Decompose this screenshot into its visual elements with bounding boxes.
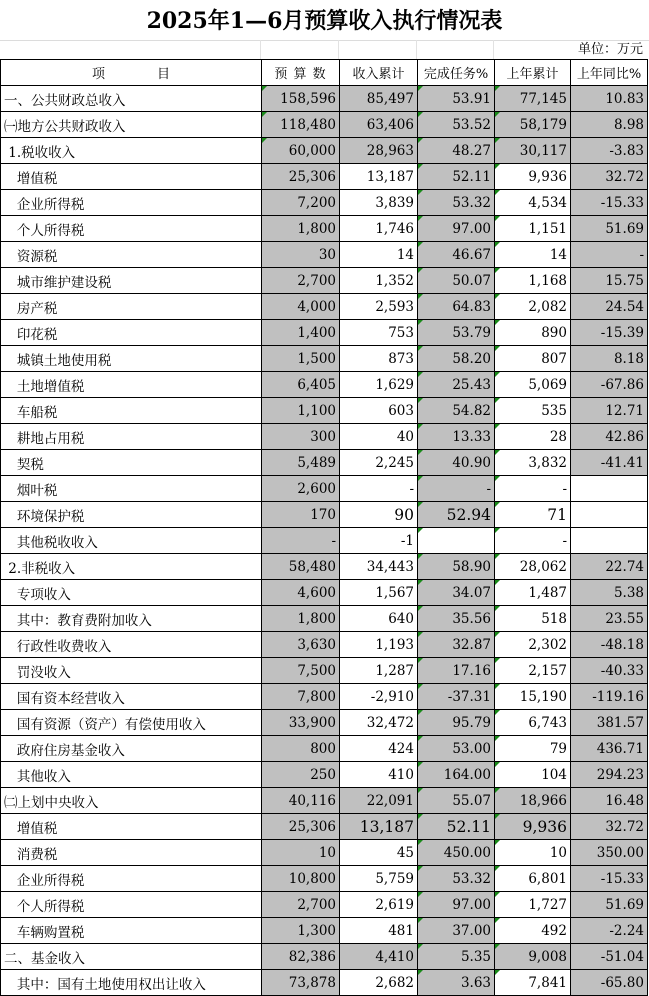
cell-budget: 58,480 <box>262 554 340 580</box>
row-item-name: 罚没收入 <box>1 658 262 684</box>
cell-pct: 46.67 <box>418 242 495 268</box>
cell-prev: 15,190 <box>495 684 571 710</box>
table-row <box>1 632 648 658</box>
cell-pct: 55.07 <box>418 788 495 814</box>
cell-yoy: 22.74 <box>571 554 648 580</box>
cell-pct: 450.00 <box>418 840 495 866</box>
cell-prev: - <box>495 476 571 502</box>
cell-yoy: 381.57 <box>571 710 648 736</box>
cell-pct: 52.11 <box>418 164 495 190</box>
cell-cum: 40 <box>340 424 418 450</box>
cell-pct: - <box>418 476 495 502</box>
cell-cum: 1,193 <box>340 632 418 658</box>
row-item-name: 城镇土地使用税 <box>1 346 262 372</box>
cell-prev: 77,145 <box>495 86 571 112</box>
cell-cum: 640 <box>340 606 418 632</box>
cell-pct: 34.07 <box>418 580 495 606</box>
cell-cum: 481 <box>340 918 418 944</box>
cell-yoy <box>571 476 648 502</box>
row-item-name: 其他税收收入 <box>1 528 262 554</box>
cell-pct: 95.79 <box>418 710 495 736</box>
cell-cum: 2,682 <box>340 970 418 996</box>
cell-prev: 1,727 <box>495 892 571 918</box>
cell-prev: 79 <box>495 736 571 762</box>
cell-budget: 25,306 <box>262 164 340 190</box>
cell-cum: 2,593 <box>340 294 418 320</box>
cell-cum: 34,443 <box>340 554 418 580</box>
cell-pct: 13.33 <box>418 424 495 450</box>
budget-table <box>0 59 648 996</box>
cell-prev: 30,117 <box>495 138 571 164</box>
table-row <box>1 710 648 736</box>
cell-pct: 5.35 <box>418 944 495 970</box>
table-row <box>1 190 648 216</box>
header-item: 项 目 <box>1 60 262 86</box>
cell-prev: 1,487 <box>495 580 571 606</box>
cell-pct: 52.11 <box>418 814 495 840</box>
row-item-name: 行政性收费收入 <box>1 632 262 658</box>
cell-yoy: 12.71 <box>571 398 648 424</box>
row-item-name: 资源税 <box>1 242 262 268</box>
cell-pct: 58.90 <box>418 554 495 580</box>
cell-prev: 71 <box>495 502 571 528</box>
cell-yoy: -51.04 <box>571 944 648 970</box>
cell-budget: 170 <box>262 502 340 528</box>
cell-pct: 97.00 <box>418 216 495 242</box>
table-row <box>1 814 648 840</box>
cell-budget: 33,900 <box>262 710 340 736</box>
cell-cum: 4,410 <box>340 944 418 970</box>
cell-yoy: 42.86 <box>571 424 648 450</box>
table-row <box>1 346 648 372</box>
cell-cum: -1 <box>340 528 418 554</box>
cell-cum: 22,091 <box>340 788 418 814</box>
table-row <box>1 788 648 814</box>
cell-prev: 6,801 <box>495 866 571 892</box>
cell-pct: 97.00 <box>418 892 495 918</box>
row-item-name: ㈠地方公共财政收入 <box>1 112 262 138</box>
cell-prev: 890 <box>495 320 571 346</box>
table-row <box>1 268 648 294</box>
cell-yoy: 16.48 <box>571 788 648 814</box>
row-item-name: 二、基金收入 <box>1 944 262 970</box>
table-row <box>1 112 648 138</box>
cell-cum: 13,187 <box>340 164 418 190</box>
cell-prev: 518 <box>495 606 571 632</box>
cell-yoy: 51.69 <box>571 892 648 918</box>
cell-cum: 14 <box>340 242 418 268</box>
cell-pct: 53.52 <box>418 112 495 138</box>
cell-cum: 410 <box>340 762 418 788</box>
table-row <box>1 398 648 424</box>
table-row <box>1 372 648 398</box>
cell-cum: 1,746 <box>340 216 418 242</box>
table-row <box>1 476 648 502</box>
cell-cum: 873 <box>340 346 418 372</box>
row-item-name: 印花税 <box>1 320 262 346</box>
row-item-name: 增值税 <box>1 164 262 190</box>
cell-pct: 50.07 <box>418 268 495 294</box>
table-row <box>1 658 648 684</box>
row-item-name: 国有资源（资产）有偿使用收入 <box>1 710 262 736</box>
cell-budget: 25,306 <box>262 814 340 840</box>
cell-budget: 60,000 <box>262 138 340 164</box>
cell-pct: 53.00 <box>418 736 495 762</box>
cell-yoy: 436.71 <box>571 736 648 762</box>
cell-cum: 45 <box>340 840 418 866</box>
table-row <box>1 892 648 918</box>
cell-budget: 7,200 <box>262 190 340 216</box>
cell-prev: 3,832 <box>495 450 571 476</box>
cell-budget: 4,000 <box>262 294 340 320</box>
cell-yoy: - <box>571 242 648 268</box>
cell-yoy: 24.54 <box>571 294 648 320</box>
table-row <box>1 86 648 112</box>
cell-prev: 28,062 <box>495 554 571 580</box>
table-row <box>1 762 648 788</box>
cell-cum: 753 <box>340 320 418 346</box>
cell-pct: 35.56 <box>418 606 495 632</box>
cell-prev: 535 <box>495 398 571 424</box>
cell-prev: 104 <box>495 762 571 788</box>
cell-budget: 1,300 <box>262 918 340 944</box>
table-row <box>1 554 648 580</box>
table-row <box>1 528 648 554</box>
cell-budget: 1,400 <box>262 320 340 346</box>
row-item-name: 专项收入 <box>1 580 262 606</box>
cell-prev: 9,936 <box>495 164 571 190</box>
cell-budget: 1,800 <box>262 216 340 242</box>
cell-pct: -37.31 <box>418 684 495 710</box>
row-item-name: 消费税 <box>1 840 262 866</box>
cell-prev: 58,179 <box>495 112 571 138</box>
row-item-name: 1.税收收入 <box>1 138 262 164</box>
cell-yoy: -2.24 <box>571 918 648 944</box>
cell-yoy: 8.98 <box>571 112 648 138</box>
table-row <box>1 320 648 346</box>
cell-pct: 54.82 <box>418 398 495 424</box>
row-item-name: 其中：国有土地使用权出让收入 <box>1 970 262 996</box>
cell-prev: 492 <box>495 918 571 944</box>
cell-cum: 13,187 <box>340 814 418 840</box>
cell-cum: 424 <box>340 736 418 762</box>
row-item-name: 个人所得税 <box>1 216 262 242</box>
cell-pct: 53.32 <box>418 190 495 216</box>
cell-yoy: -15.33 <box>571 190 648 216</box>
cell-yoy: 32.72 <box>571 164 648 190</box>
table-row <box>1 840 648 866</box>
cell-pct: 25.43 <box>418 372 495 398</box>
table-row <box>1 944 648 970</box>
header-budget: 预 算 数 <box>262 60 340 86</box>
cell-prev: 807 <box>495 346 571 372</box>
cell-cum: 85,497 <box>340 86 418 112</box>
header-prev-year: 上年累计 <box>495 60 571 86</box>
cell-yoy: -40.33 <box>571 658 648 684</box>
cell-cum: 32,472 <box>340 710 418 736</box>
cell-budget: 10 <box>262 840 340 866</box>
cell-budget: 5,489 <box>262 450 340 476</box>
cell-yoy: -15.33 <box>571 866 648 892</box>
row-item-name: 房产税 <box>1 294 262 320</box>
cell-cum: 2,245 <box>340 450 418 476</box>
cell-prev: 2,157 <box>495 658 571 684</box>
cell-budget: - <box>262 528 340 554</box>
cell-budget: 10,800 <box>262 866 340 892</box>
cell-prev: 18,966 <box>495 788 571 814</box>
table-row <box>1 684 648 710</box>
row-item-name: 增值税 <box>1 814 262 840</box>
row-item-name: 耕地占用税 <box>1 424 262 450</box>
row-item-name: 个人所得税 <box>1 892 262 918</box>
cell-pct: 48.27 <box>418 138 495 164</box>
cell-budget: 1,800 <box>262 606 340 632</box>
table-row <box>1 918 648 944</box>
table-row <box>1 450 648 476</box>
cell-yoy: 51.69 <box>571 216 648 242</box>
cell-yoy: 5.38 <box>571 580 648 606</box>
cell-cum: - <box>340 476 418 502</box>
cell-prev: 14 <box>495 242 571 268</box>
cell-yoy: 294.23 <box>571 762 648 788</box>
cell-prev: - <box>495 528 571 554</box>
row-item-name: 车船税 <box>1 398 262 424</box>
row-item-name: 土地增值税 <box>1 372 262 398</box>
cell-pct: 17.16 <box>418 658 495 684</box>
cell-budget: 3,630 <box>262 632 340 658</box>
cell-prev: 2,302 <box>495 632 571 658</box>
cell-yoy: -41.41 <box>571 450 648 476</box>
row-item-name: 2.非税收入 <box>1 554 262 580</box>
cell-budget: 158,596 <box>262 86 340 112</box>
row-item-name: 其他收入 <box>1 762 262 788</box>
cell-prev: 10 <box>495 840 571 866</box>
row-item-name: 政府住房基金收入 <box>1 736 262 762</box>
cell-yoy: -3.83 <box>571 138 648 164</box>
cell-yoy: 8.18 <box>571 346 648 372</box>
table-row <box>1 216 648 242</box>
cell-prev: 9,936 <box>495 814 571 840</box>
cell-budget: 250 <box>262 762 340 788</box>
row-item-name: 其中：教育费附加收入 <box>1 606 262 632</box>
header-cumulative: 收入累计 <box>340 60 418 86</box>
cell-pct: 32.87 <box>418 632 495 658</box>
cell-yoy: -15.39 <box>571 320 648 346</box>
cell-yoy: -119.16 <box>571 684 648 710</box>
cell-yoy: -67.86 <box>571 372 648 398</box>
cell-yoy: 32.72 <box>571 814 648 840</box>
cell-budget: 4,600 <box>262 580 340 606</box>
cell-budget: 300 <box>262 424 340 450</box>
cell-pct: 52.94 <box>418 502 495 528</box>
cell-budget: 73,878 <box>262 970 340 996</box>
row-item-name: ㈡上划中央收入 <box>1 788 262 814</box>
cell-prev: 2,082 <box>495 294 571 320</box>
cell-cum: 5,759 <box>340 866 418 892</box>
cell-yoy: 350.00 <box>571 840 648 866</box>
cell-pct: 40.90 <box>418 450 495 476</box>
row-item-name: 企业所得税 <box>1 190 262 216</box>
cell-cum: -2,910 <box>340 684 418 710</box>
cell-budget: 6,405 <box>262 372 340 398</box>
cell-pct: 53.91 <box>418 86 495 112</box>
header-yoy: 上年同比% <box>571 60 648 86</box>
cell-pct: 53.79 <box>418 320 495 346</box>
cell-yoy <box>571 502 648 528</box>
cell-pct <box>418 528 495 554</box>
table-row <box>1 502 648 528</box>
unit-label: 单位：万元 <box>577 42 643 57</box>
cell-pct: 3.63 <box>418 970 495 996</box>
cell-prev: 1,168 <box>495 268 571 294</box>
cell-budget: 7,800 <box>262 684 340 710</box>
row-item-name: 烟叶税 <box>1 476 262 502</box>
table-row <box>1 736 648 762</box>
cell-pct: 53.32 <box>418 866 495 892</box>
table-row <box>1 242 648 268</box>
cell-cum: 90 <box>340 502 418 528</box>
cell-yoy: 15.75 <box>571 268 648 294</box>
cell-cum: 1,567 <box>340 580 418 606</box>
cell-cum: 3,839 <box>340 190 418 216</box>
cell-prev: 9,008 <box>495 944 571 970</box>
cell-cum: 2,619 <box>340 892 418 918</box>
row-item-name: 城市维护建设税 <box>1 268 262 294</box>
cell-budget: 7,500 <box>262 658 340 684</box>
table-row <box>1 866 648 892</box>
table-row <box>1 580 648 606</box>
cell-yoy: -48.18 <box>571 632 648 658</box>
cell-budget: 82,386 <box>262 944 340 970</box>
cell-budget: 1,100 <box>262 398 340 424</box>
cell-prev: 7,841 <box>495 970 571 996</box>
cell-yoy <box>571 528 648 554</box>
cell-cum: 1,352 <box>340 268 418 294</box>
table-row <box>1 138 648 164</box>
cell-pct: 64.83 <box>418 294 495 320</box>
table-row <box>1 970 648 996</box>
row-item-name: 企业所得税 <box>1 866 262 892</box>
cell-budget: 1,500 <box>262 346 340 372</box>
cell-prev: 5,069 <box>495 372 571 398</box>
cell-cum: 63,406 <box>340 112 418 138</box>
cell-yoy: -65.80 <box>571 970 648 996</box>
cell-budget: 40,116 <box>262 788 340 814</box>
cell-cum: 1,287 <box>340 658 418 684</box>
cell-prev: 1,151 <box>495 216 571 242</box>
row-item-name: 车辆购置税 <box>1 918 262 944</box>
row-item-name: 环境保护税 <box>1 502 262 528</box>
cell-cum: 1,629 <box>340 372 418 398</box>
cell-budget: 2,700 <box>262 268 340 294</box>
cell-budget: 118,480 <box>262 112 340 138</box>
cell-budget: 2,700 <box>262 892 340 918</box>
cell-prev: 28 <box>495 424 571 450</box>
table-row <box>1 164 648 190</box>
row-item-name: 一、公共财政总收入 <box>1 86 262 112</box>
table-row <box>1 294 648 320</box>
header-completion: 完成任务% <box>418 60 495 86</box>
cell-cum: 603 <box>340 398 418 424</box>
cell-pct: 37.00 <box>418 918 495 944</box>
table-row <box>1 606 648 632</box>
cell-budget: 30 <box>262 242 340 268</box>
row-item-name: 国有资本经营收入 <box>1 684 262 710</box>
cell-cum: 28,963 <box>340 138 418 164</box>
header-gridlines <box>0 40 649 59</box>
cell-prev: 6,743 <box>495 710 571 736</box>
table-row <box>1 424 648 450</box>
page-title: 2025年1—6月预算收入执行情况表 <box>0 0 649 41</box>
cell-budget: 2,600 <box>262 476 340 502</box>
cell-pct: 58.20 <box>418 346 495 372</box>
cell-pct: 164.00 <box>418 762 495 788</box>
cell-budget: 800 <box>262 736 340 762</box>
cell-prev: 4,534 <box>495 190 571 216</box>
table-header-row <box>1 60 648 86</box>
row-item-name: 契税 <box>1 450 262 476</box>
cell-yoy: 23.55 <box>571 606 648 632</box>
cell-yoy: 10.83 <box>571 86 648 112</box>
